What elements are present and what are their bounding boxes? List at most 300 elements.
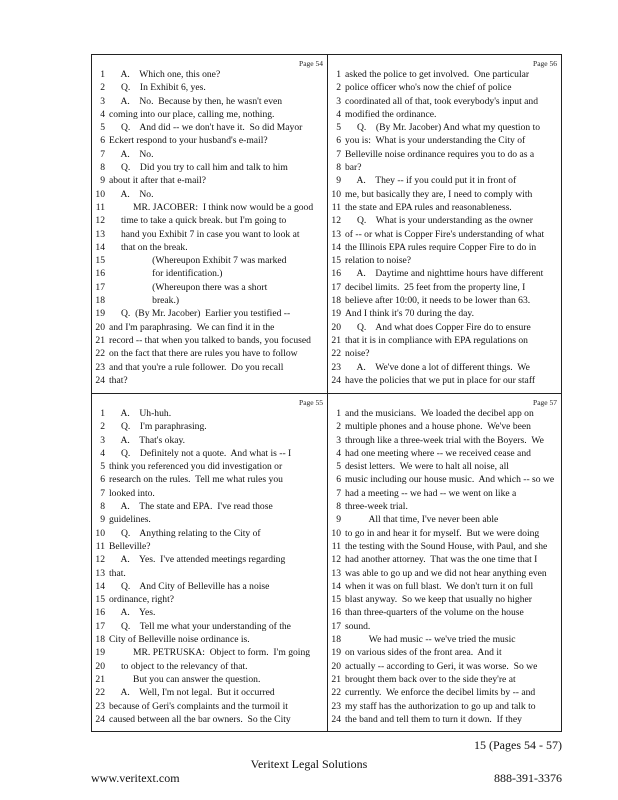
line-number: 18 (95, 295, 105, 307)
transcript-sheet (91, 54, 562, 732)
pages-summary: 15 (Pages 54 - 57) (474, 738, 562, 752)
line-number: 19 (95, 647, 105, 659)
line-number: 5 (336, 122, 341, 134)
transcript-line (328, 161, 561, 174)
transcript-line (328, 460, 561, 473)
line-text: record -- that when you talked to bands, you focused (109, 334, 311, 346)
transcript-line (92, 473, 327, 486)
transcript-line (328, 686, 561, 699)
transcript-line (92, 254, 327, 267)
transcript-line (92, 500, 327, 513)
line-number: 21 (331, 334, 341, 346)
line-text: the band and tell them to turn it down. If they (345, 713, 522, 725)
transcript-line (328, 374, 561, 387)
line-number: 23 (331, 700, 341, 712)
transcript-line (92, 540, 327, 553)
line-number: 11 (95, 540, 105, 552)
line-text: the Illinois EPA rules require Copper Fire to do in (345, 241, 537, 253)
line-number: 14 (331, 241, 341, 253)
transcript-line (92, 95, 327, 108)
line-number: 7 (100, 487, 105, 499)
transcript-line (328, 201, 561, 214)
transcript-line (92, 334, 327, 347)
line-number: 7 (336, 487, 341, 499)
line-text: A. Yes. I've attended meetings regarding (109, 554, 286, 566)
transcript-line (92, 460, 327, 473)
line-number: 16 (331, 268, 341, 280)
line-number: 4 (100, 108, 105, 120)
line-text: coming into our place, calling me, nothing. (109, 108, 275, 120)
transcript-line (328, 294, 561, 307)
line-text: that. (109, 567, 126, 579)
line-text: three-week trial. (345, 501, 408, 513)
transcript-line (328, 148, 561, 161)
line-number: 22 (331, 348, 341, 360)
company-name: Veritext Legal Solutions (250, 757, 368, 771)
line-number: 19 (95, 308, 105, 320)
transcript-line (92, 673, 327, 686)
transcript-line (92, 434, 327, 447)
line-text: A. We've done a lot of different things. We (345, 361, 530, 373)
line-number: 20 (95, 660, 105, 672)
line-text: the testing with the Sound House, with Paul, and she (345, 540, 548, 552)
line-text: caused between all the bar owners. So the City (109, 713, 291, 725)
line-number: 22 (331, 687, 341, 699)
transcript-lines (92, 68, 327, 387)
line-text: had another attorney. That was the one time that I (345, 554, 538, 566)
transcript-line (92, 81, 327, 94)
line-number: 15 (95, 594, 105, 606)
transcript-line (328, 606, 561, 619)
transcript-line (328, 434, 561, 447)
line-text: A. No. (109, 188, 154, 200)
line-text: A. Uh-huh. (109, 408, 172, 419)
transcript-line (328, 553, 561, 566)
transcript-line (328, 527, 561, 540)
line-number: 24 (95, 713, 105, 725)
line-number: 7 (336, 148, 341, 160)
line-number: 3 (336, 95, 341, 107)
transcript-line (328, 174, 561, 187)
line-text: Q. In Exhibit 6, yes. (109, 82, 206, 94)
line-text: break.) (109, 295, 180, 307)
line-text: that? (109, 374, 128, 386)
transcript-line (92, 108, 327, 121)
line-text: on various sides of the front area. And it (345, 647, 502, 659)
line-number: 22 (95, 687, 105, 699)
transcript-line (92, 347, 327, 360)
line-number: 8 (100, 162, 105, 174)
line-text: desist letters. We were to halt all noise, all (345, 461, 509, 473)
transcript-line (328, 487, 561, 500)
transcript-line (328, 513, 561, 526)
line-number: 6 (100, 474, 105, 486)
page-label: Page 55 (299, 398, 323, 407)
transcript-line (328, 673, 561, 686)
line-number: 24 (331, 374, 341, 386)
transcript-line (92, 620, 327, 633)
transcript-lines (328, 407, 561, 726)
line-number: 21 (95, 673, 105, 685)
line-text: for identification.) (109, 268, 223, 280)
line-text: coordinated all of that, took everybody's input and (345, 95, 539, 107)
transcript-line (328, 713, 561, 726)
transcript-line (328, 188, 561, 201)
line-text: A. Which one, this one? (109, 69, 221, 80)
line-text: relation to noise? (345, 255, 412, 267)
page-label: Page 56 (533, 59, 557, 68)
transcript-line (92, 281, 327, 294)
transcript-line (92, 294, 327, 307)
line-number: 9 (100, 514, 105, 526)
line-number: 23 (95, 700, 105, 712)
transcript-line (92, 660, 327, 673)
transcript-line (92, 713, 327, 726)
transcript-line (328, 134, 561, 147)
line-number: 14 (95, 241, 105, 253)
transcript-line (92, 633, 327, 646)
line-text: and the musicians. We loaded the decibel app on (345, 408, 534, 419)
line-text: Q. Tell me what your understanding of the (109, 620, 291, 632)
line-number: 6 (100, 135, 105, 147)
line-number: 9 (336, 514, 341, 526)
line-text: Q. And did -- we don't have it. So did Mayor (109, 122, 303, 134)
line-number: 12 (95, 554, 105, 566)
line-number: 23 (95, 361, 105, 373)
transcript-line (92, 553, 327, 566)
transcript-line (328, 633, 561, 646)
phone-number: 888-391-3376 (494, 771, 562, 785)
line-number: 22 (95, 348, 105, 360)
transcript-line (92, 606, 327, 619)
line-number: 11 (331, 201, 341, 213)
transcript-line (92, 513, 327, 526)
transcript-line (92, 447, 327, 460)
line-text: But you can answer the question. (109, 673, 261, 685)
transcript-lines (92, 407, 327, 726)
line-text: believe after 10:00, it needs to be lower than 63. (345, 295, 531, 307)
line-text: A. The state and EPA. I've read those (109, 501, 273, 513)
line-number: 4 (336, 447, 341, 459)
transcript-line (92, 593, 327, 606)
line-text: Q. (By Mr. Jacober) Earlier you testified -- (109, 308, 291, 320)
line-text: police officer who's now the chief of police (345, 82, 512, 94)
line-text: Q. And what does Copper Fire do to ensure (345, 321, 531, 333)
line-text: hand you Exhibit 7 in case you want to look at (109, 228, 300, 240)
line-text: research on the rules. Tell me what rules you (109, 474, 283, 486)
line-number: 1 (100, 408, 105, 419)
line-number: 20 (331, 660, 341, 672)
line-number: 10 (95, 527, 105, 539)
line-text: was able to go up and we did not hear anything even (345, 567, 547, 579)
line-number: 1 (100, 69, 105, 80)
transcript-line (92, 121, 327, 134)
transcript-line (328, 700, 561, 713)
transcript-line (328, 660, 561, 673)
page-55-panel (92, 394, 327, 731)
line-text: blast anyway. So we keep that usually no higher (345, 594, 532, 606)
line-number: 20 (331, 321, 341, 333)
line-text: We had music -- we've tried the music (345, 634, 516, 646)
line-text: ordinance, right? (109, 594, 174, 606)
line-text: me, but basically they are, I need to comply with (345, 188, 533, 200)
transcript-line (92, 134, 327, 147)
transcript-line (328, 500, 561, 513)
line-text: asked the police to get involved. One particular (345, 69, 530, 80)
line-text: looked into. (109, 487, 155, 499)
line-number: 17 (331, 281, 341, 293)
line-number: 15 (95, 255, 105, 267)
line-number: 4 (336, 108, 341, 120)
transcript-line (328, 646, 561, 659)
line-text: Q. I'm paraphrasing. (109, 421, 207, 433)
transcript-line (92, 374, 327, 387)
line-number: 17 (331, 620, 341, 632)
line-text: had one meeting where -- we received cease and (345, 447, 531, 459)
transcript-line (328, 580, 561, 593)
line-text: decibel limits. 25 feet from the property line, I (345, 281, 526, 293)
line-number: 10 (331, 527, 341, 539)
line-number: 10 (331, 188, 341, 200)
transcript-line (328, 281, 561, 294)
transcript-line (92, 361, 327, 374)
line-text: Q. (By Mr. Jacober) And what my question to (345, 122, 541, 134)
transcript-line (328, 228, 561, 241)
line-text: the state and EPA rules and reasonableness. (345, 201, 512, 213)
line-text: Q. Definitely not a quote. And what is -- I (109, 447, 292, 459)
line-number: 16 (95, 268, 105, 280)
line-text: had a meeting -- we had -- we went on like a (345, 487, 517, 499)
line-text: on the fact that there are rules you have to follow (109, 348, 298, 360)
transcript-line (328, 241, 561, 254)
page-label: Page 54 (299, 59, 323, 68)
line-text: (Whereupon Exhibit 7 was marked (109, 255, 287, 267)
line-text: time to take a quick break. but I'm going to (109, 215, 287, 227)
line-text: A. Yes. (109, 607, 156, 619)
line-text: and I'm paraphrasing. We can find it in the (109, 321, 275, 333)
line-text: currently. We enforce the decibel limits by -- and (345, 687, 536, 699)
transcript-line (328, 407, 561, 420)
line-text: sound. (345, 620, 371, 632)
line-text: actually -- according to Geri, it was worse. So we (345, 660, 538, 672)
transcript-line (328, 214, 561, 227)
page-label: Page 57 (533, 398, 557, 407)
line-text: when it was on full blast. We don't turn it on full (345, 580, 534, 592)
transcript-line (328, 334, 561, 347)
line-text: And I think it's 70 during the day. (345, 308, 475, 320)
line-text: bar? (345, 162, 362, 174)
line-text: Q. Anything relating to the City of (109, 527, 261, 539)
line-text: Belleville? (109, 540, 151, 552)
line-number: 18 (331, 634, 341, 646)
line-number: 24 (331, 713, 341, 725)
transcript-line (92, 174, 327, 187)
transcript-line (328, 307, 561, 320)
line-text: Q. And City of Belleville has a noise (109, 580, 270, 592)
transcript-line (92, 700, 327, 713)
line-number: 3 (100, 95, 105, 107)
line-number: 11 (331, 540, 341, 552)
transcript-line (92, 407, 327, 420)
line-number: 1 (336, 408, 341, 419)
line-number: 7 (100, 148, 105, 160)
transcript-line (328, 121, 561, 134)
line-number: 8 (336, 162, 341, 174)
line-number: 8 (100, 501, 105, 513)
transcript-line (92, 68, 327, 81)
line-number: 21 (95, 334, 105, 346)
transcript-line (328, 361, 561, 374)
line-number: 8 (336, 501, 341, 513)
page-56-panel (328, 55, 561, 393)
line-number: 1 (336, 69, 341, 80)
line-text: and that you're a rule follower. Do you recall (109, 361, 284, 373)
line-number: 13 (95, 228, 105, 240)
line-text: A. That's okay. (109, 434, 186, 446)
transcript-line (328, 321, 561, 334)
line-number: 16 (95, 607, 105, 619)
line-number: 10 (95, 188, 105, 200)
line-number: 5 (100, 122, 105, 134)
line-number: 3 (100, 434, 105, 446)
line-text: my staff has the authorization to go up and talk to (345, 700, 536, 712)
transcript-line (92, 567, 327, 580)
transcript-line (92, 161, 327, 174)
line-text: MR. JACOBER: I think now would be a good (109, 201, 314, 213)
transcript-line (92, 148, 327, 161)
line-number: 4 (100, 447, 105, 459)
line-number: 15 (331, 255, 341, 267)
transcript-line (92, 420, 327, 433)
transcript-line (328, 593, 561, 606)
line-text: A. No. (109, 148, 154, 160)
line-number: 2 (100, 421, 105, 433)
line-number: 14 (331, 580, 341, 592)
transcript-line (328, 473, 561, 486)
line-text: you is: What is your understanding the City of (345, 135, 526, 147)
line-number: 2 (336, 82, 341, 94)
line-text: modified the ordinance. (345, 108, 437, 120)
line-number: 5 (100, 461, 105, 473)
transcript-line (92, 214, 327, 227)
line-text: All that time, I've never been able (345, 514, 499, 526)
line-number: 12 (95, 215, 105, 227)
line-text: of -- or what is Copper Fire's understanding of what (345, 228, 545, 240)
line-number: 6 (336, 135, 341, 147)
transcript-line (328, 447, 561, 460)
transcript-line (92, 307, 327, 320)
line-number: 21 (331, 673, 341, 685)
line-number: 18 (95, 634, 105, 646)
line-text: have the policies that we put in place for our staff (345, 374, 536, 386)
transcript-line (92, 321, 327, 334)
transcript-line (92, 241, 327, 254)
line-number: 17 (95, 281, 105, 293)
line-text: A. No. Because by then, he wasn't even (109, 95, 283, 107)
transcript-line (328, 81, 561, 94)
transcript-line (92, 201, 327, 214)
line-text: Q. Did you try to call him and talk to him (109, 162, 288, 174)
transcript-line (92, 188, 327, 201)
line-number: 13 (331, 228, 341, 240)
line-number: 16 (331, 607, 341, 619)
line-number: 5 (336, 461, 341, 473)
line-number: 18 (331, 295, 341, 307)
line-number: 9 (100, 175, 105, 187)
line-text: Q. What is your understanding as the owner (345, 215, 533, 227)
line-number: 2 (336, 421, 341, 433)
transcript-line (328, 95, 561, 108)
line-text: A. Daytime and nighttime hours have different (345, 268, 544, 280)
transcript-line (328, 68, 561, 81)
line-text: Eckert respond to your husband's e-mail? (109, 135, 268, 147)
line-text: (Whereupon there was a short (109, 281, 268, 293)
line-number: 3 (336, 434, 341, 446)
transcript-line (328, 420, 561, 433)
transcript-lines (328, 68, 561, 387)
line-text: guidelines. (109, 514, 151, 526)
transcript-line (328, 108, 561, 121)
page-57-panel (328, 394, 561, 731)
line-number: 24 (95, 374, 105, 386)
line-text: because of Geri's complaints and the turmoil it (109, 700, 288, 712)
transcript-line (328, 267, 561, 280)
transcript-line (92, 267, 327, 280)
transcript-line (92, 487, 327, 500)
line-text: than three-quarters of the volume on the house (345, 607, 524, 619)
line-number: 13 (331, 567, 341, 579)
transcript-line (92, 228, 327, 241)
line-text: A. They -- if you could put it in front of (345, 175, 517, 187)
transcript-line (328, 254, 561, 267)
line-text: noise? (345, 348, 370, 360)
line-text: that on the break. (109, 241, 188, 253)
line-text: think you referenced you did investigation or (109, 461, 283, 473)
transcript-line (92, 646, 327, 659)
line-number: 2 (100, 82, 105, 94)
line-number: 12 (331, 215, 341, 227)
line-text: about it after that e-mail? (109, 175, 206, 187)
line-text: multiple phones and a house phone. We've been (345, 421, 531, 433)
line-number: 12 (331, 554, 341, 566)
line-number: 17 (95, 620, 105, 632)
line-number: 19 (331, 308, 341, 320)
line-text: music including our house music. And which -- so we (345, 474, 555, 486)
line-number: 23 (331, 361, 341, 373)
line-number: 6 (336, 474, 341, 486)
transcript-line (328, 540, 561, 553)
line-text: through like a three-week trial with the Boyers. We (345, 434, 544, 446)
website-link[interactable]: www.veritext.com (91, 771, 180, 785)
line-number: 20 (95, 321, 105, 333)
transcript-line (92, 686, 327, 699)
line-text: brought them back over to the side they're at (345, 673, 516, 685)
transcript-line (328, 567, 561, 580)
line-number: 13 (95, 567, 105, 579)
line-number: 15 (331, 594, 341, 606)
line-text: Belleville noise ordinance requires you to do as a (345, 148, 535, 160)
line-text: to go in and hear it for myself. But we were doing (345, 527, 540, 539)
line-number: 19 (331, 647, 341, 659)
line-text: A. Well, I'm not legal. But it occurred (109, 687, 275, 699)
line-text: that it is in compliance with EPA regulations on (345, 334, 528, 346)
page-54-panel (92, 55, 327, 393)
transcript-line (328, 347, 561, 360)
line-number: 9 (336, 175, 341, 187)
line-text: to object to the relevancy of that. (109, 660, 248, 672)
line-number: 14 (95, 580, 105, 592)
transcript-line (92, 527, 327, 540)
